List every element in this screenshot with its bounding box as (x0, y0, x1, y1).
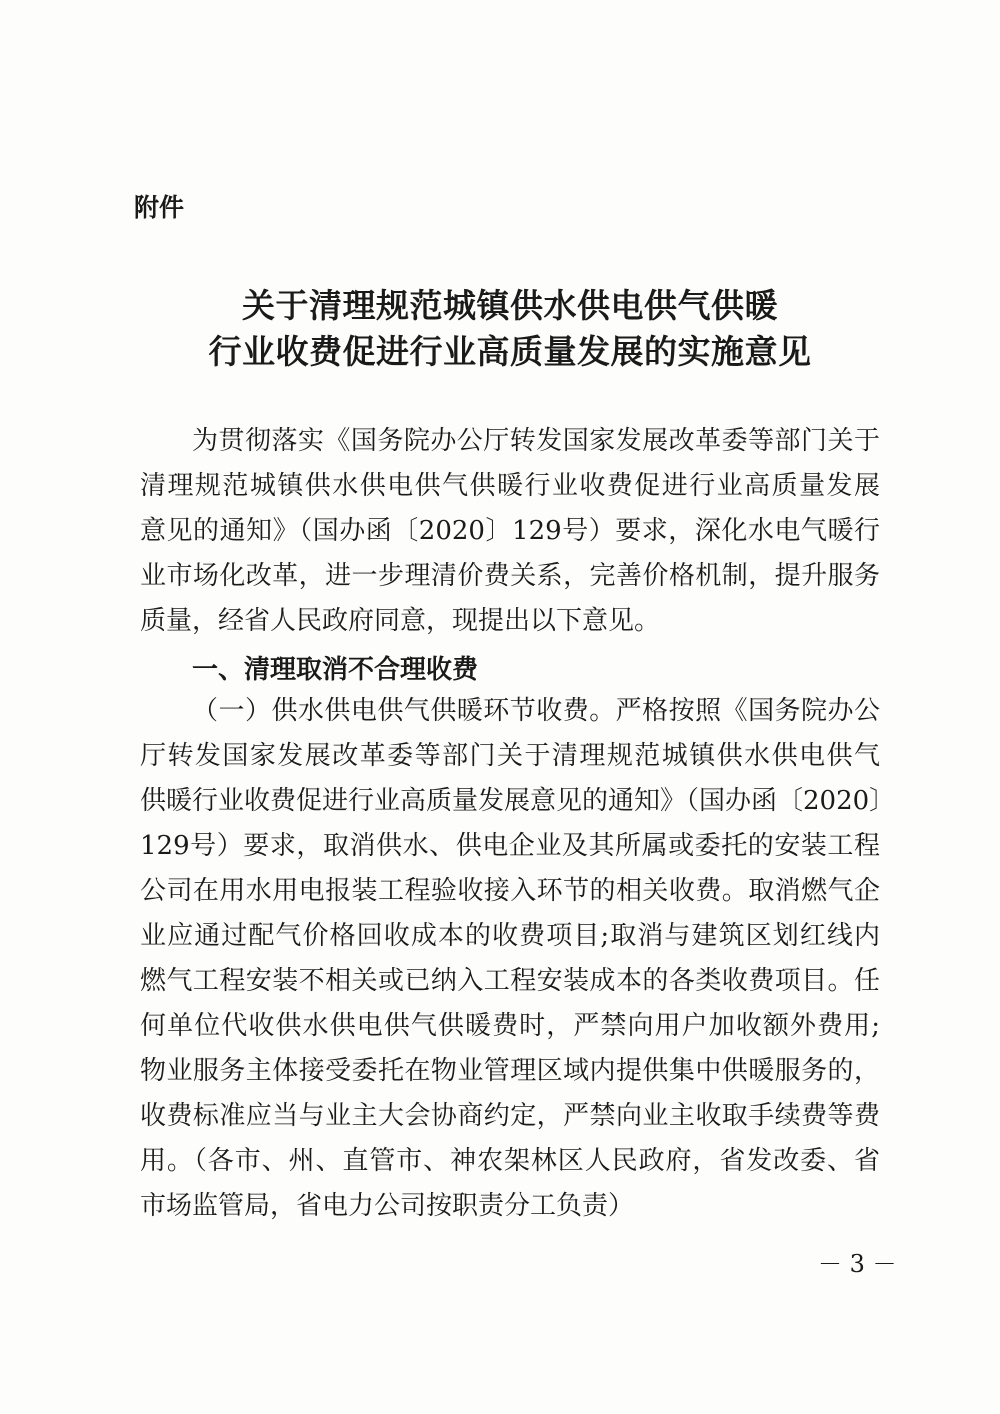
intro-line: 意见的通知》（国办函〔2020〕129号）要求，深化水电气暖行 (140, 516, 880, 546)
section-line: 供暖行业收费促进行业高质量发展意见的通知》（国办函〔2020〕 (140, 786, 896, 816)
section-line: 收费标准应当与业主大会协商约定，严禁向业主收取手续费等费 (140, 1101, 880, 1131)
intro-line: 业市场化改革，进一步理清价费关系，完善价格机制，提升服务 (140, 561, 880, 591)
section-line: 公司在用水用电报装工程验收接入环节的相关收费。取消燃气企 (140, 876, 880, 906)
section-line: 何单位代收供水供电供气供暖费时，严禁向用户加收额外费用; (140, 1011, 880, 1041)
attachment-label: 附件 (134, 193, 185, 222)
document-title-line-1: 关于清理规范城镇供水供电供气供暖 (242, 286, 778, 325)
section-line: 物业服务主体接受委托在物业管理区域内提供集中供暖服务的， (140, 1056, 880, 1086)
intro-line: 质量，经省人民政府同意，现提出以下意见。 (140, 606, 661, 636)
document-title-line-2: 行业收费促进行业高质量发展的实施意见 (208, 332, 812, 371)
intro-line: 清理规范城镇供水供电供气供暖行业收费促进行业高质量发展 (140, 471, 880, 501)
intro-line: 为贯彻落实《国务院办公厅转发国家发展改革委等部门关于 (192, 426, 880, 456)
section-line: 业应通过配气价格回收成本的收费项目;取消与建筑区划红线内 (140, 921, 880, 951)
section-line: 燃气工程安装不相关或已纳入工程安装成本的各类收费项目。任 (140, 966, 880, 996)
section-line: 市场监管局，省电力公司按职责分工负责） (140, 1191, 635, 1221)
section-line: 129号）要求，取消供水、供电企业及其所属或委托的安装工程 (140, 831, 880, 861)
section-line: （一）供水供电供气供暖环节收费。严格按照《国务院办公 (192, 696, 880, 726)
page-number: － 3 － (818, 1250, 897, 1278)
section-heading: 一、清理取消不合理收费 (192, 655, 479, 685)
section-line: 厅转发国家发展改革委等部门关于清理规范城镇供水供电供气 (140, 741, 880, 771)
section-line: 用。（各市、州、直管市、神农架林区人民政府，省发改委、省 (140, 1146, 880, 1176)
